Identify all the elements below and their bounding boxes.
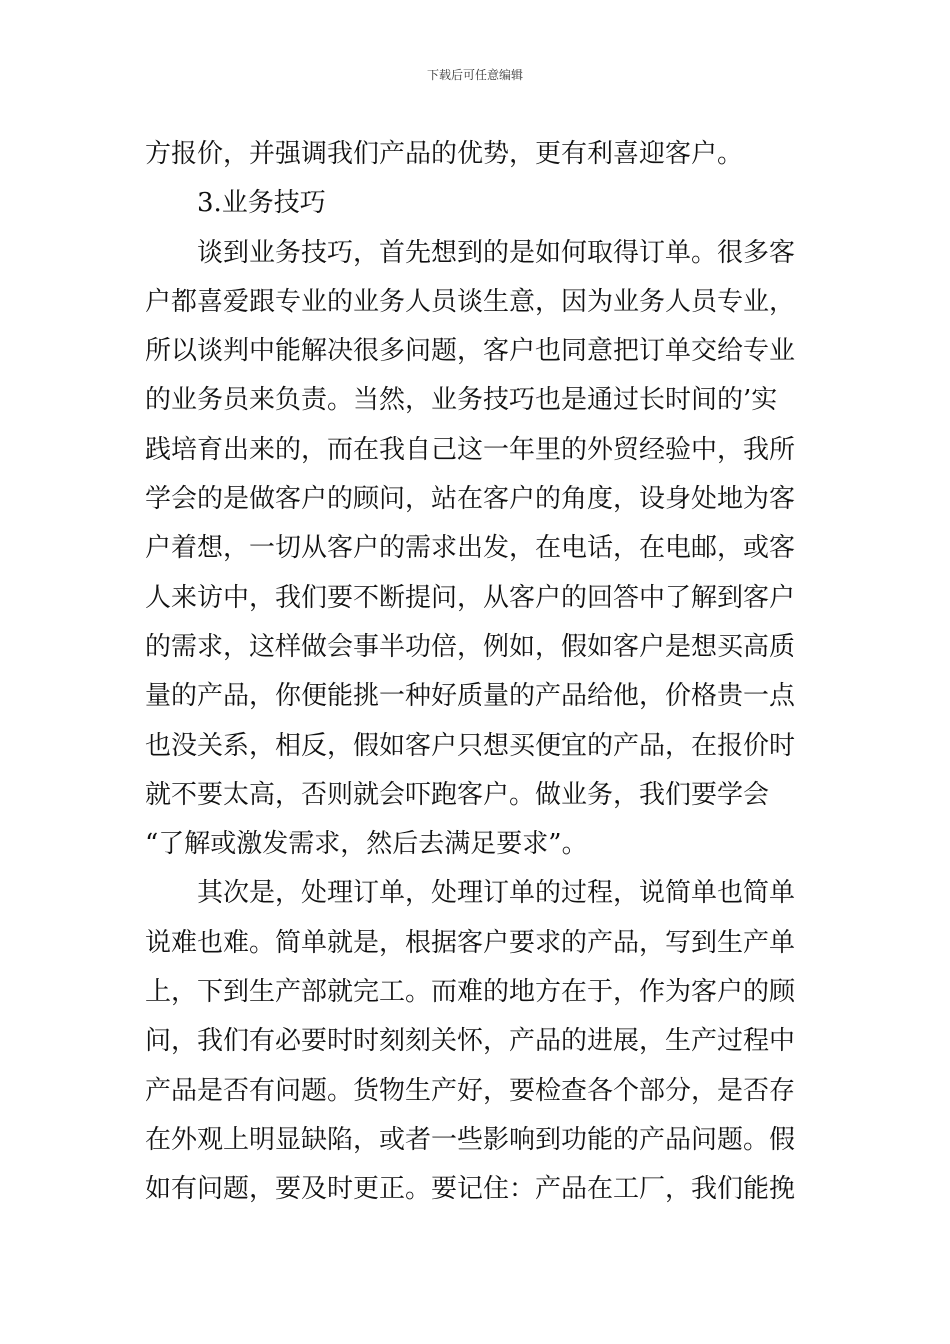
text-line: 3.业务技巧 [197, 188, 326, 219]
text-line: 也没关系，相反，假如客户只想买便宜的产品，在报价时 [145, 730, 796, 761]
text-line: 在外观上明显缺陷，或者一些影响到功能的产品问题。假 [145, 1124, 796, 1155]
text-line: 的业务员来负责。当然，业务技巧也是通过长时间的’实 [145, 385, 778, 416]
text-line: 方报价，并强调我们产品的优势，更有利喜迎客户。 [145, 139, 744, 169]
text-line: 谈到业务技巧，首先想到的是如何取得订单。很多客 [197, 237, 796, 268]
text-line: 的需求，这样做会事半功倍，例如，假如客户是想买高质 [145, 631, 796, 662]
text-line: 上，下到生产部就完工。而难的地方在于，作为客户的顾 [145, 977, 796, 1008]
text-line: 产品是否有问题。货物生产好，要检查各个部分，是否存 [145, 1075, 796, 1106]
document-body [145, 130, 810, 1215]
text-line: 说难也难。简单就是，根据客户要求的产品，写到生产单 [145, 927, 796, 958]
text-line: “了解或激发需求，然后去满足要求”。 [145, 829, 588, 860]
text-line: 户着想，一切从客户的需求出发，在电话，在电邮，或客 [145, 533, 796, 564]
text-line: 量的产品，你便能挑一种好质量的产品给他，价格贵一点 [145, 681, 796, 712]
text-line: 如有问题，要及时更正。要记住：产品在工厂，我们能挽 [145, 1174, 796, 1205]
page-header: 下载后可任意编辑 [426, 68, 523, 82]
text-line: 学会的是做客户的顾问，站在客户的角度，设身处地为客 [145, 484, 796, 515]
text-line: 所以谈判中能解决很多问题，客户也同意把订单交给专业 [145, 336, 796, 367]
text-line: 人来访中，我们要不断提问，从客户的回答中了解到客户 [145, 582, 796, 613]
text-line: 问，我们有必要时时刻刻关怀，产品的进展，生产过程中 [145, 1026, 796, 1057]
text-line: 其次是，处理订单，处理订单的过程，说简单也简单 [197, 878, 796, 909]
text-line: 就不要太高，否则就会吓跑客户。做业务，我们要学会 [145, 779, 770, 810]
text-line: 践培育出来的，而在我自己这一年里的外贸经验中，我所 [145, 434, 796, 465]
text-line: 户都喜爱跟专业的业务人员谈生意，因为业务人员专业， [145, 286, 796, 317]
